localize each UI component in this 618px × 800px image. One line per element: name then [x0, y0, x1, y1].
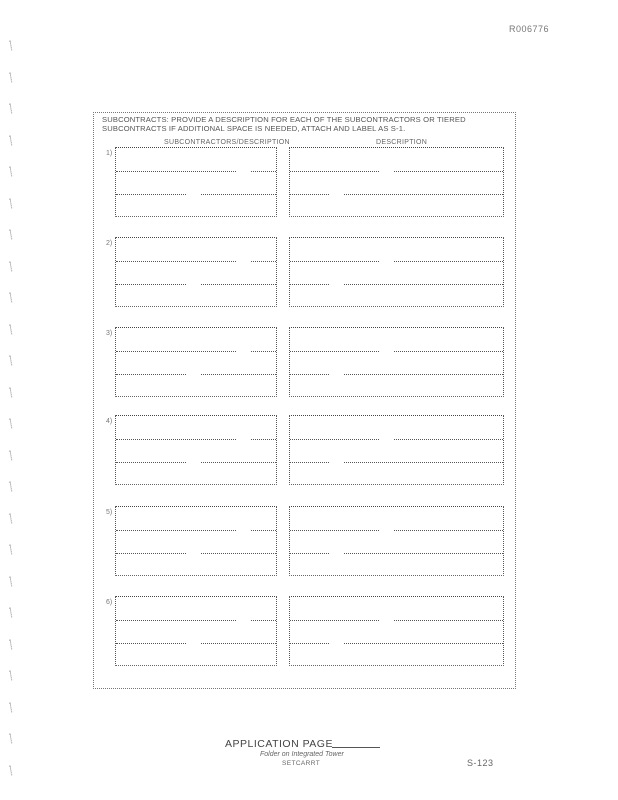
binder-hole-marks: [10, 30, 24, 800]
document-number: R006776: [509, 24, 550, 34]
scan-gap: [161, 328, 175, 331]
binder-mark: [10, 544, 13, 554]
scan-gap: [380, 439, 394, 442]
application-page-blank-line: [332, 747, 380, 748]
row-label: 3): [106, 330, 113, 337]
binder-mark: [10, 103, 13, 113]
binder-mark: [10, 765, 13, 775]
binder-mark: [10, 481, 13, 491]
fill-in-line: [116, 439, 276, 440]
column-heading-left: SUBCONTRACTORS/DESCRIPTION: [164, 139, 290, 146]
binder-mark: [10, 733, 13, 743]
binder-mark: [10, 292, 13, 302]
scan-gap: [236, 349, 250, 352]
fill-in-line: [290, 171, 503, 172]
scan-gap: [330, 553, 344, 556]
scan-gap: [440, 238, 454, 241]
description-entry-box[interactable]: [289, 596, 504, 666]
scan-gap: [440, 597, 454, 600]
row-label: 2): [106, 240, 113, 247]
scan-gap: [161, 416, 175, 419]
row-label: 5): [106, 509, 113, 516]
subcontractor-entry-box[interactable]: [115, 596, 277, 666]
binder-mark: [10, 607, 13, 617]
binder-mark: [10, 450, 13, 460]
row-label: 1): [106, 150, 113, 157]
page-number: S-123: [467, 758, 494, 768]
subcontract-form-frame: [93, 112, 516, 689]
description-entry-box[interactable]: [289, 147, 504, 217]
subcontractor-entry-box[interactable]: [115, 327, 277, 397]
scan-gap: [186, 284, 200, 287]
scan-gap: [236, 169, 250, 172]
binder-mark: [10, 513, 13, 523]
binder-mark: [10, 229, 13, 239]
scan-gap: [330, 374, 344, 377]
binder-mark: [10, 135, 13, 145]
subcontractor-entry-box[interactable]: [115, 237, 277, 307]
fill-in-line: [290, 351, 503, 352]
footer-subtitle: Folder on Integrated Tower: [260, 751, 344, 758]
scan-gap: [440, 328, 454, 331]
scan-gap: [161, 597, 175, 600]
binder-mark: [10, 670, 13, 680]
fill-in-line: [116, 530, 276, 531]
scan-gap: [186, 462, 200, 465]
scan-gap: [186, 643, 200, 646]
scan-gap: [380, 620, 394, 623]
fill-in-line: [116, 171, 276, 172]
scan-gap: [440, 416, 454, 419]
binder-mark: [10, 40, 13, 50]
binder-mark: [10, 324, 13, 334]
row-label: 4): [106, 418, 113, 425]
footer-code: SETCARRT: [282, 760, 321, 767]
fill-in-line: [290, 439, 503, 440]
binder-mark: [10, 702, 13, 712]
description-entry-box[interactable]: [289, 415, 504, 485]
binder-mark: [10, 387, 13, 397]
fill-in-line: [290, 553, 503, 554]
fill-in-line: [290, 643, 503, 644]
column-heading-right: DESCRIPTION: [376, 139, 428, 146]
subcontractor-entry-box[interactable]: [115, 415, 277, 485]
scan-gap: [380, 171, 394, 174]
row-label: 6): [106, 599, 113, 606]
subcontractor-entry-box[interactable]: [115, 147, 277, 217]
scan-gap: [380, 530, 394, 533]
scan-gap: [161, 148, 175, 151]
fill-in-line: [116, 261, 276, 262]
scan-gap: [186, 374, 200, 377]
binder-mark: [10, 261, 13, 271]
fill-in-line: [290, 374, 503, 375]
scan-gap: [236, 618, 250, 621]
binder-mark: [10, 576, 13, 586]
scan-gap: [161, 507, 175, 510]
description-entry-box[interactable]: [289, 237, 504, 307]
scan-gap: [236, 437, 250, 440]
scan-gap: [440, 507, 454, 510]
binder-mark: [10, 198, 13, 208]
fill-in-line: [116, 620, 276, 621]
fill-in-line: [290, 620, 503, 621]
scan-gap: [440, 148, 454, 151]
description-entry-box[interactable]: [289, 506, 504, 576]
scan-gap: [330, 462, 344, 465]
scan-gap: [236, 528, 250, 531]
binder-mark: [10, 418, 13, 428]
application-page-title: APPLICATION PAGE: [225, 738, 333, 750]
fill-in-line: [290, 462, 503, 463]
fill-in-line: [290, 194, 503, 195]
fill-in-line: [290, 261, 503, 262]
fill-in-line: [290, 530, 503, 531]
binder-mark: [10, 166, 13, 176]
fill-in-line: [116, 351, 276, 352]
description-entry-box[interactable]: [289, 327, 504, 397]
scan-gap: [330, 643, 344, 646]
scan-gap: [330, 194, 344, 197]
scan-gap: [380, 351, 394, 354]
scan-gap: [161, 238, 175, 241]
instructions-text: SUBCONTRACTS: PROVIDE A DESCRIPTION FOR EACH OF THE SUBCONTRACTORS OR TIERED SUBCONTRACTS IF ADDITIONAL SPACE IS NEEDED, ATTACH AND LABEL AS S-1.: [102, 115, 466, 133]
binder-mark: [10, 639, 13, 649]
scan-gap: [186, 553, 200, 556]
scan-gap: [236, 259, 250, 262]
scan-gap: [330, 284, 344, 287]
binder-mark: [10, 355, 13, 365]
scan-gap: [186, 194, 200, 197]
subcontractor-entry-box[interactable]: [115, 506, 277, 576]
fill-in-line: [290, 284, 503, 285]
scan-gap: [380, 261, 394, 264]
binder-mark: [10, 72, 13, 82]
